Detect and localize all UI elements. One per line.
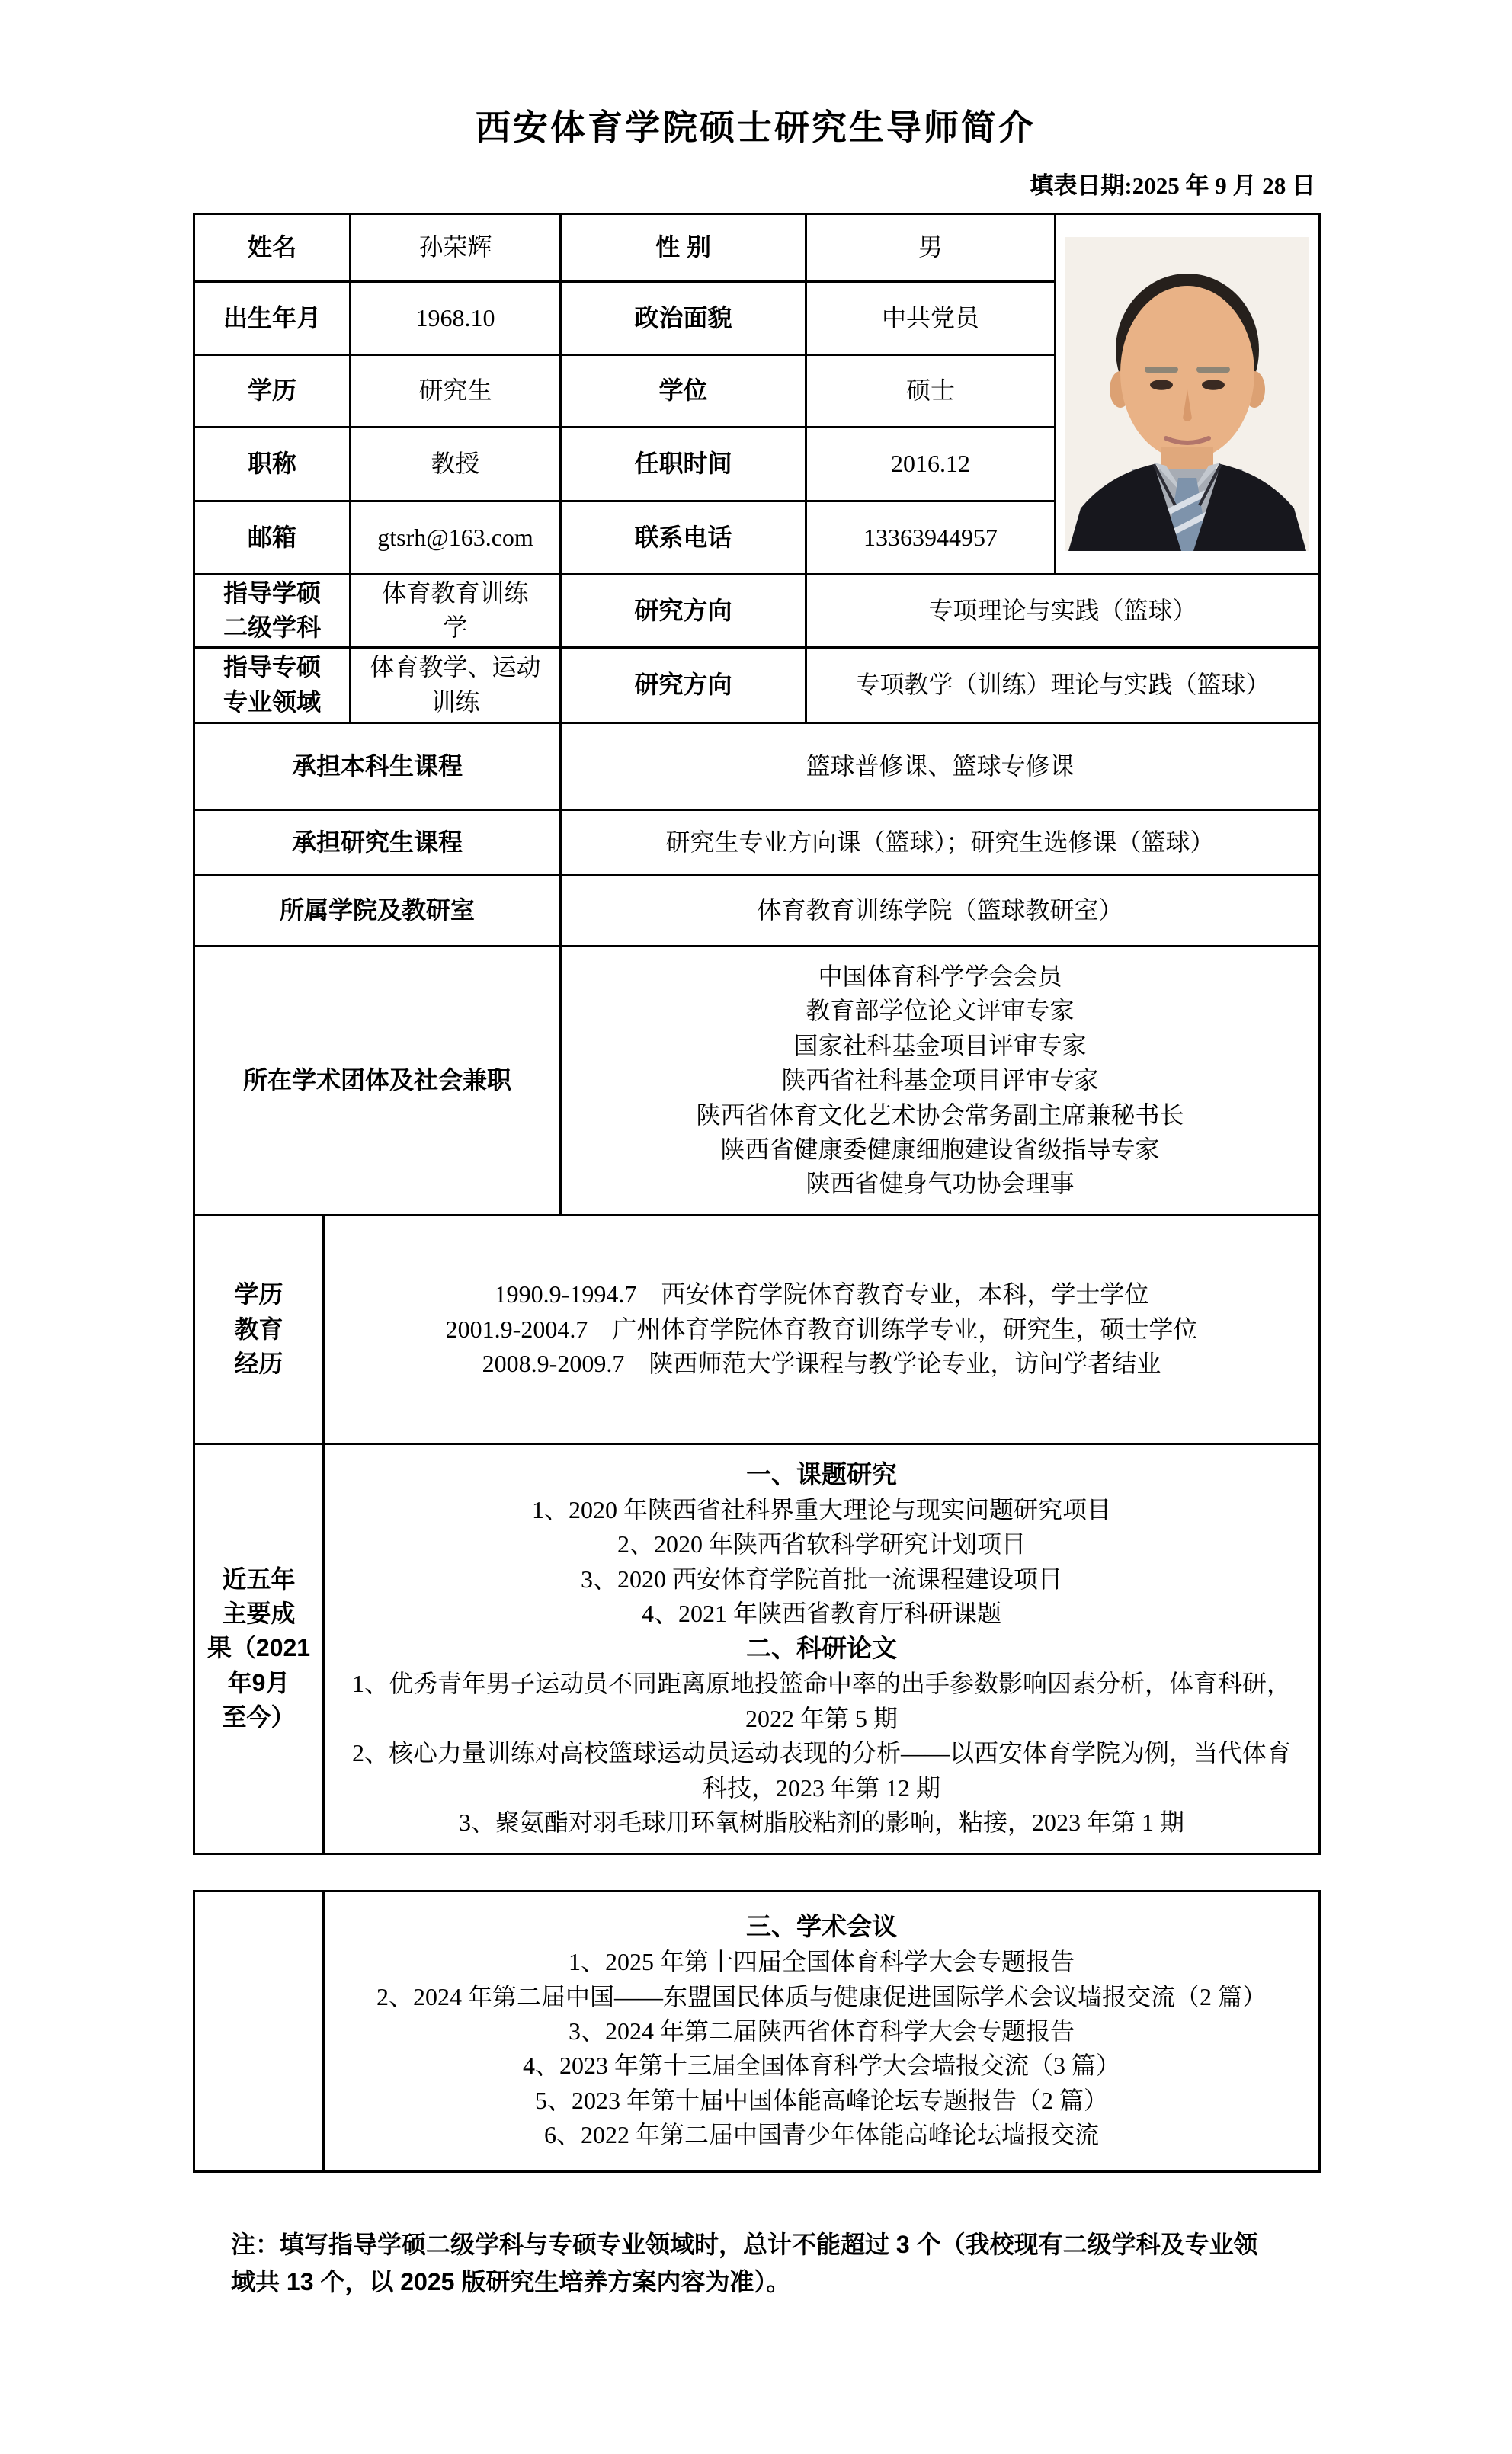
undergraduate-courses-label: 承担本科生课程 [194, 722, 561, 809]
phone-value: 13363944957 [806, 501, 1056, 574]
political-label: 政治面貌 [561, 281, 806, 354]
education-history-label: 学历 教育 经历 [194, 1215, 324, 1443]
achievements-content [324, 1443, 1320, 1853]
title-value: 教授 [351, 427, 561, 501]
graduate-courses-label: 承担研究生课程 [194, 809, 561, 875]
research-projects-list: 1、2020 年陕西省社科界重大理论与现实问题研究项目 2、2020 年陕西省软科学研究计划项目 3、2020 西安体育学院首批一流课程建设项目 4、2021 年陕西省教育厅科研课题 [531, 1495, 1111, 1628]
title-label: 职称 [194, 427, 351, 501]
fill-date: 填表日期:2025 年 9 月 28 日 [1030, 171, 1315, 199]
graduate-courses-value: 研究生专业方向课（篮球）；研究生选修课（篮球） [561, 809, 1320, 875]
undergraduate-courses-value: 篮球普修课、篮球专修课 [561, 722, 1320, 809]
academic-direction-value: 专项理论与实践（篮球） [806, 574, 1320, 647]
photo-cell [1056, 213, 1320, 574]
achievements-label: 近五年 主要成 果（2021 年9月 至今） [194, 1443, 324, 1853]
degree-value: 硕士 [806, 354, 1056, 427]
gender-label: 性 别 [561, 213, 806, 281]
academic-discipline-value: 体育教育训练 学 [351, 574, 561, 647]
table-row [194, 809, 1320, 875]
achievements-table [193, 1443, 1321, 1855]
table-row [194, 213, 1320, 281]
birth-label: 出生年月 [194, 281, 351, 354]
portrait-photo [1065, 237, 1309, 551]
professional-field-value: 体育教学、运动 训练 [351, 647, 561, 722]
table-row [194, 574, 1320, 647]
conferences-list: 1、2025 年第十四届全国体育科学大会专题报告 2、2024 年第二届中国——东盟国民体质与健康促进国际学术会议墙报交流（2 篇） 3、2024 年第二届陕西省体育科学大会专题报告 4、2023 年第十三届全国体育科学大会墙报交流（3 篇） 5、2023 年第十届中国体能高峰论坛专题报告（2 篇） 6、2022 年第二届中国青少年体能高峰论坛墙报交流 [376, 1948, 1267, 2149]
name-label: 姓名 [194, 213, 351, 281]
education-label: 学历 [194, 354, 351, 427]
conferences-empty-cell [194, 1891, 324, 2171]
courses-table [193, 722, 1321, 947]
memberships-list: 中国体育科学学会会员 教育部学位论文评审专家 国家社科基金项目评审专家 陕西省社科基金项目评审专家 陕西省体育文化艺术协会常务副主席兼秘书长 陕西省健康委健康细胞建设省级指导专家 陕西省健身气功协会理事 [561, 946, 1320, 1215]
form-sheet [0, 105, 1512, 2454]
appointment-value: 2016.12 [806, 427, 1056, 501]
table-row [194, 1891, 1320, 2171]
table-row [194, 875, 1320, 946]
education-history-table [193, 1214, 1321, 1445]
conferences-content [324, 1891, 1320, 2171]
guidance-table [193, 573, 1321, 724]
professional-field-label: 指导专硕 专业领域 [194, 647, 351, 722]
papers-list: 1、优秀青年男子运动员不同距离原地投篮命中率的出手参数影响因素分析，体育科研，2022 年第 5 期 2、核心力量训练对高校篮球运动员运动表现的分析——以西安体育学院为例，当代体育科技，2023 年第 12 期 3、聚氨酯对羽毛球用环氧树脂胶粘剂的影响，粘接，2023 年第 1 期 [351, 1670, 1291, 1837]
memberships-label: 所在学术团体及社会兼职 [194, 946, 561, 1215]
email-value: gtsrh@163.com [351, 501, 561, 574]
table-row [194, 946, 1320, 1215]
birth-value: 1968.10 [351, 281, 561, 354]
table-row [194, 1215, 1320, 1443]
department-label: 所属学院及教研室 [194, 875, 561, 946]
degree-label: 学位 [561, 354, 806, 427]
academic-direction-label: 研究方向 [561, 574, 806, 647]
email-label: 邮箱 [194, 501, 351, 574]
portrait-illustration [1065, 237, 1309, 551]
page-title: 西安体育学院硕士研究生导师简介 [476, 107, 1036, 147]
gender-value: 男 [806, 213, 1056, 281]
table-row [194, 647, 1320, 722]
conferences-table [193, 1890, 1321, 2173]
phone-label: 联系电话 [561, 501, 806, 574]
political-value: 中共党员 [806, 281, 1056, 354]
professional-direction-label: 研究方向 [561, 647, 806, 722]
education-value: 研究生 [351, 354, 561, 427]
footer-note: 注：填写指导学硕二级学科与专硕专业领域时，总计不能超过 3 个（我校现有二级学科及专业领域共 13 个，以 2025 版研究生培养方案内容为准）。 [231, 2230, 1258, 2296]
professional-direction-value: 专项教学（训练）理论与实践（篮球） [806, 647, 1320, 722]
papers-heading: 二、科研论文 [746, 1634, 897, 1663]
conferences-heading: 三、学术会议 [746, 1912, 897, 1941]
table-row [194, 1443, 1320, 1853]
department-value: 体育教育训练学院（篮球教研室） [561, 875, 1320, 946]
name-value: 孙荣辉 [351, 213, 561, 281]
memberships-table [193, 945, 1321, 1216]
appointment-label: 任职时间 [561, 427, 806, 501]
academic-discipline-label: 指导学硕 二级学科 [194, 574, 351, 647]
table-row [194, 722, 1320, 809]
table-gap [193, 1855, 1318, 1890]
education-history-list: 1990.9-1994.7 西安体育学院体育教育专业，本科，学士学位 2001.9-2004.7 广州体育学院体育教育训练学专业，研究生，硕士学位 2008.9-2009.7 陕西师范大学课程与教学论专业，访问学者结业 [324, 1215, 1320, 1443]
research-projects-heading: 一、课题研究 [746, 1459, 897, 1488]
basic-info-table [193, 213, 1321, 575]
